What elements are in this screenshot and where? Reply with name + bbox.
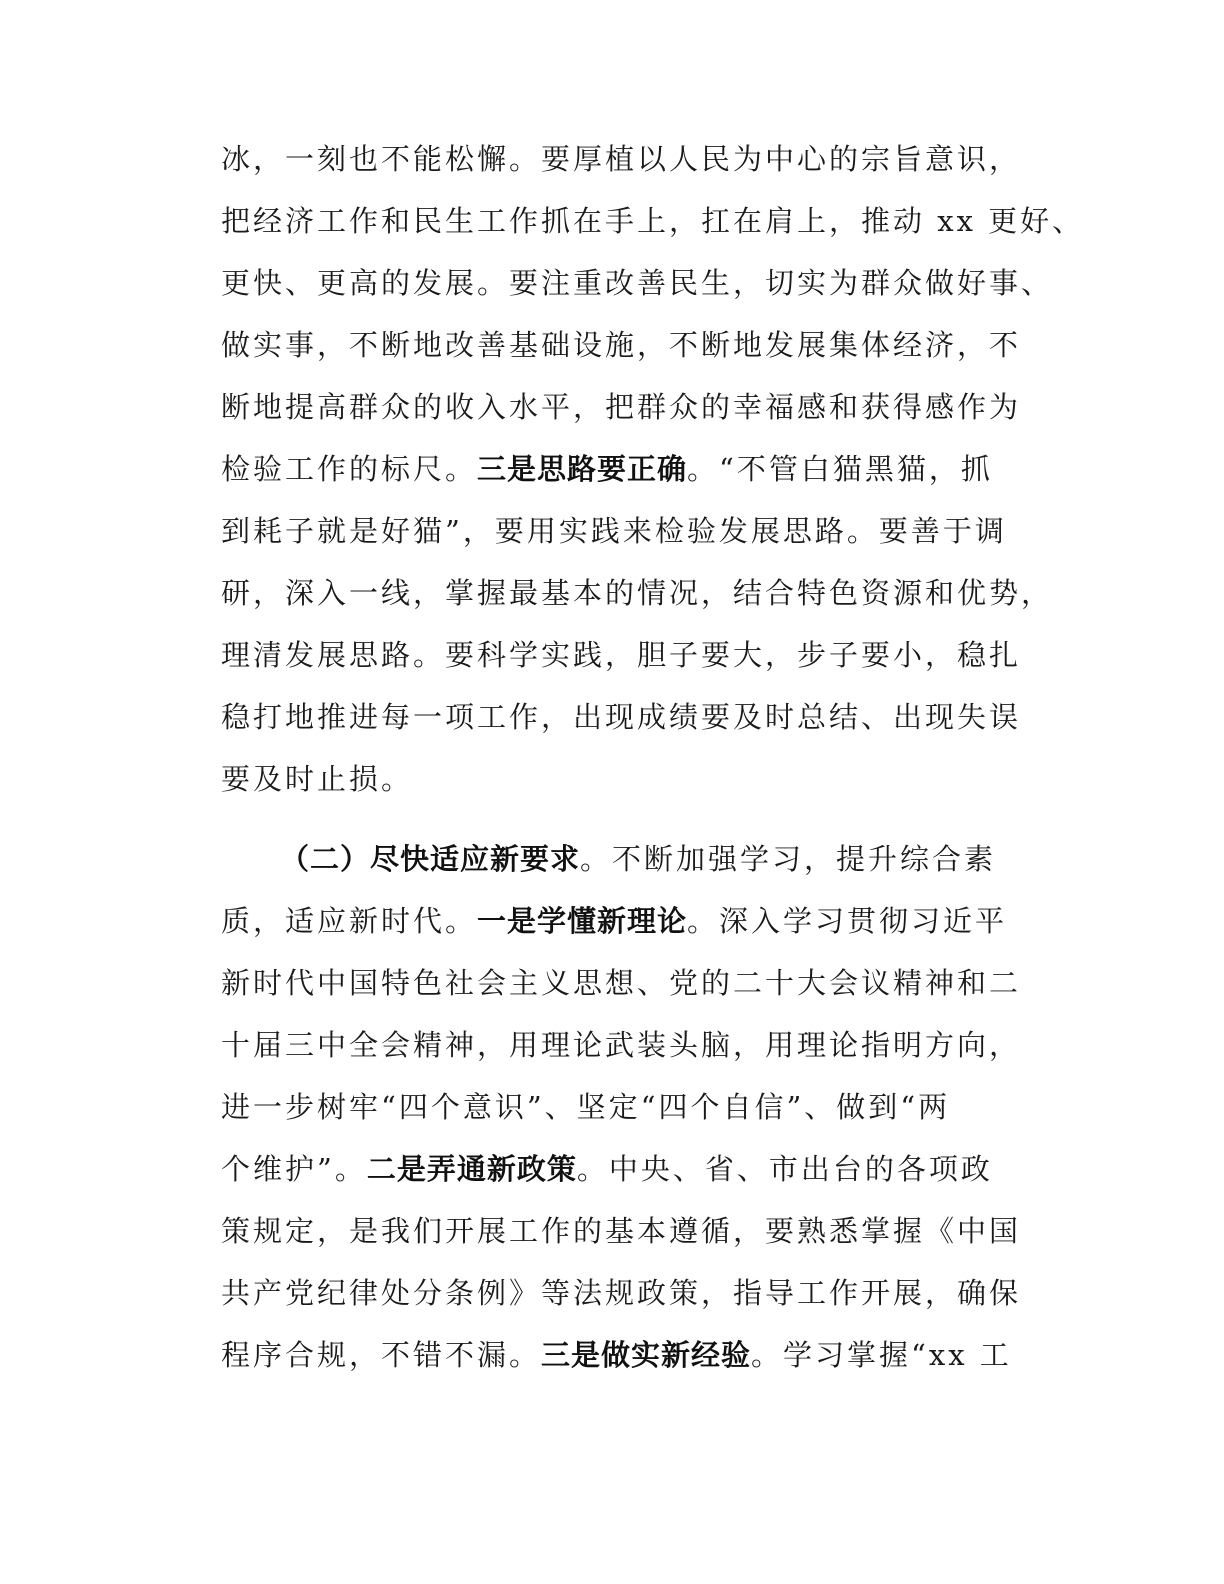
bold-heading-text: 三是思路要正确 bbox=[477, 452, 688, 486]
text-line bbox=[221, 1335, 1012, 1375]
body-text: 。学习掌握“xx 工 bbox=[751, 1338, 1012, 1372]
text-line bbox=[221, 449, 993, 489]
text-line bbox=[221, 263, 1053, 303]
text-line bbox=[221, 201, 1084, 241]
body-text: 冰，一刻也不能松懈。要厚植以人民为中心的宗旨意识， bbox=[221, 142, 1022, 176]
text-line bbox=[221, 901, 1007, 941]
body-text: 更快、更高的发展。要注重改善民生，切实为群众做好事、 bbox=[221, 266, 1054, 300]
text-line bbox=[221, 759, 413, 799]
body-text: 十届三中全会精神，用理论武装头脑，用理论指明方向， bbox=[221, 1028, 1022, 1062]
text-line bbox=[221, 573, 1053, 613]
text-line bbox=[221, 635, 1021, 675]
body-text: 到耗子就是好猫”，要用实践来检验发展思路。要善于调 bbox=[221, 514, 1007, 548]
bold-heading-text: 三是做实新经验 bbox=[541, 1338, 752, 1372]
text-line bbox=[221, 697, 1021, 737]
bold-heading-text: 二是弄通新政策 bbox=[366, 1152, 577, 1186]
body-text: 断地提高群众的收入水平，把群众的幸福感和获得感作为 bbox=[221, 390, 1022, 424]
text-line bbox=[221, 1149, 993, 1189]
text-line bbox=[280, 839, 996, 879]
body-text: 进一步树牢“四个意识”、坚定“四个自信”、做到“两 bbox=[221, 1090, 951, 1124]
body-text: 策规定，是我们开展工作的基本遵循，要熟悉掌握《中国 bbox=[221, 1214, 1022, 1248]
body-text: 要及时止损。 bbox=[221, 762, 414, 796]
body-text: 质，适应新时代。 bbox=[221, 904, 478, 938]
body-text: 。不断加强学习，提升综合素 bbox=[580, 842, 997, 876]
body-text: 。“不管白猫黑猫，抓 bbox=[687, 452, 993, 486]
text-line bbox=[221, 963, 1021, 1003]
body-text: 做实事，不断地改善基础设施，不断地发展集体经济，不 bbox=[221, 328, 1022, 362]
text-line bbox=[221, 1025, 1021, 1065]
bold-heading-text: 一是学懂新理论 bbox=[477, 904, 688, 938]
body-text: 。中央、省、市出台的各项政 bbox=[576, 1152, 993, 1186]
body-text: 研，深入一线，掌握最基本的情况，结合特色资源和优势， bbox=[221, 576, 1054, 610]
body-text: 共产党纪律处分条例》等法规政策，指导工作开展，确保 bbox=[221, 1276, 1022, 1310]
body-text: 程序合规，不错不漏。 bbox=[221, 1338, 542, 1372]
text-line bbox=[221, 1273, 1021, 1313]
body-text: 检验工作的标尺。 bbox=[221, 452, 478, 486]
text-line bbox=[221, 139, 1021, 179]
body-text: 。深入学习贯彻习近平 bbox=[687, 904, 1008, 938]
bold-heading-text: （二）尽快适应新要求 bbox=[280, 842, 581, 876]
body-text: 新时代中国特色社会主义思想、党的二十大会议精神和二 bbox=[221, 966, 1022, 1000]
text-line bbox=[221, 1087, 950, 1127]
body-text: 个维护”。 bbox=[221, 1152, 367, 1186]
body-text: 把经济工作和民生工作抓在手上，扛在肩上，推动 xx 更好、 bbox=[221, 204, 1085, 238]
text-line bbox=[221, 325, 1021, 365]
text-line bbox=[221, 511, 1007, 551]
text-line bbox=[221, 387, 1021, 427]
text-line bbox=[221, 1211, 1021, 1251]
body-text: 理清发展思路。要科学实践，胆子要大，步子要小，稳扎 bbox=[221, 638, 1022, 672]
body-text: 稳打地推进每一项工作，出现成绩要及时总结、出现失误 bbox=[221, 700, 1022, 734]
